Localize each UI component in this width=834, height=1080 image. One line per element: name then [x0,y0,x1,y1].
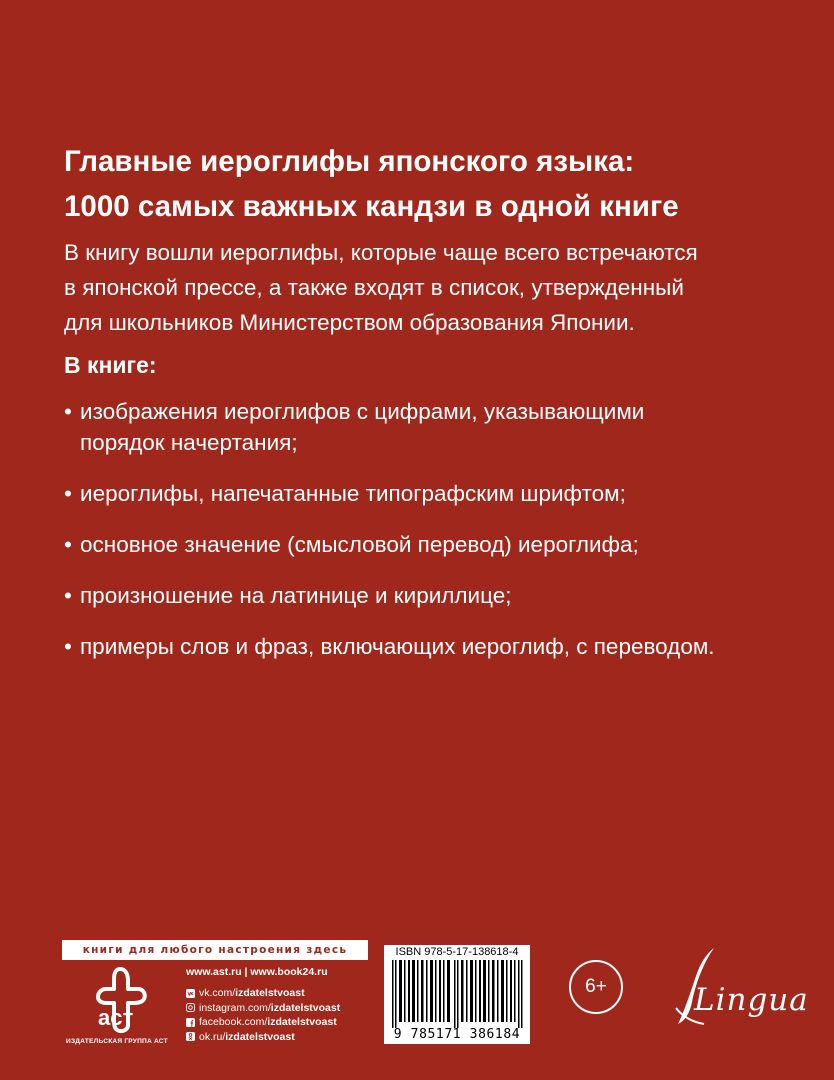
intro-line-3: для школьников Министерством образования Японии. [64,310,635,335]
social-prefix: facebook.com/ [199,1016,268,1029]
bullet-icon: • [64,532,72,557]
vk-icon [186,989,195,998]
intro-paragraph [64,235,804,340]
bullet-icon: • [64,399,72,424]
social-link-facebook[interactable] [186,1015,340,1030]
list-item-text: иероглифы, напечатанные типографским шрифтом; [80,481,626,506]
tagline-bar: книги для любого настроения здесь [62,940,368,960]
social-prefix: ok.ru/ [199,1030,226,1043]
book-title [64,139,804,229]
barcode-digits: 9 785171 386184 [393,1027,521,1042]
ok-icon [186,1032,195,1041]
facebook-icon [186,1018,195,1027]
bullet-icon: • [64,481,72,506]
age-rating: 6+ [585,976,607,997]
social-link-ok[interactable] [186,1030,340,1045]
bullet-icon: • [64,634,72,659]
list-item [64,529,824,560]
feature-list [64,396,824,682]
imprint-name: Lingua [694,982,809,1018]
intro-line-2: в японской прессе, а также входят в список, утвержденный [64,275,684,300]
instagram-icon [186,1003,195,1012]
social-link-instagram[interactable] [186,1001,340,1016]
list-item-text: изображения иероглифов с цифрами, указывающими [80,399,645,424]
social-handle: izdatelstvoast [267,1016,337,1029]
social-handle: izdatelstvoast [270,1001,341,1014]
list-item [64,580,824,611]
social-prefix: vk.com/ [199,987,236,1000]
list-item [64,478,824,509]
isbn-label: ISBN 978-5-17-138618-4 [395,946,519,958]
list-item [64,396,824,458]
list-item-text: порядок начертания; [80,430,298,455]
social-links [186,986,340,1044]
social-link-vk[interactable] [186,986,340,1001]
list-item [64,631,824,662]
intro-line-1: В книгу вошли иероглифы, которые чаще всего встречаются [64,240,698,265]
title-line-2: 1000 самых важных кандзи в одной книге [64,190,679,223]
bullet-icon: • [64,583,72,608]
social-handle: izdatelstvoast [225,1030,295,1043]
logo-letters: аст [98,1005,134,1030]
section-heading: В книге: [64,352,157,378]
ast-logo [76,965,166,1035]
barcode-block [384,945,530,1044]
social-handle: izdatelstvoast [235,987,305,1000]
website-links[interactable]: www.ast.ru | www.book24.ru [186,966,328,978]
social-prefix: instagram.com/ [199,1001,271,1014]
list-item-text: примеры слов и фраз, включающих иероглиф, с переводом. [80,634,715,659]
publisher-caption: ИЗДАТЕЛЬСКАЯ ГРУППА АСТ [66,1038,168,1045]
barcode-icon [390,960,526,1028]
list-item-text: основное значение (смысловой перевод) иероглифа; [80,532,639,557]
title-line-1: Главные иероглифы японского языка: [64,145,635,178]
list-item-text: произношение на латинице и кириллице; [80,583,512,608]
